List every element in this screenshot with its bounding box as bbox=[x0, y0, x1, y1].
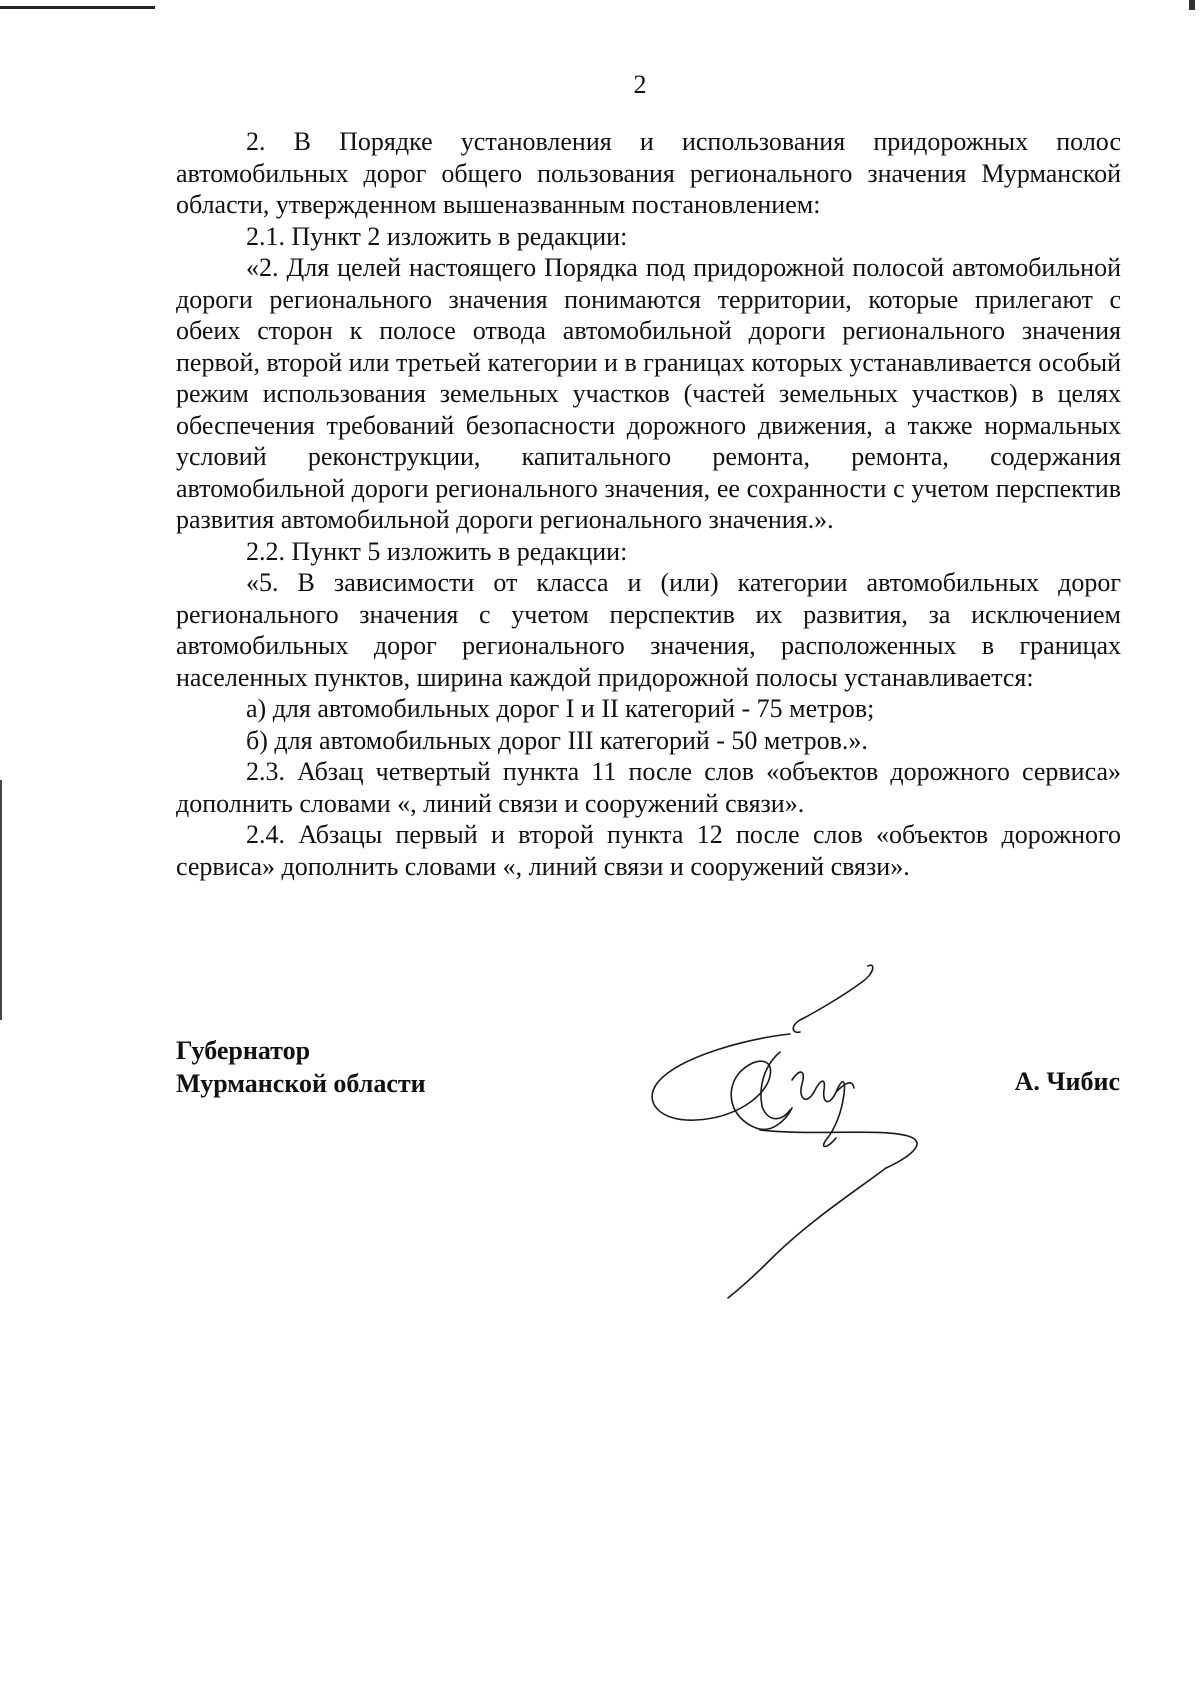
paragraph-2-1: 2.1. Пункт 2 изложить в редакции: bbox=[246, 221, 628, 251]
paragraph-2-2-text: «5. В зависимости от класса и (или) категории автомобильных дорог регионального значения с учетом перспектив их развития, за исключением автомобильных дорог регионального значения, расположенных в границах населенных пунктов, ширина каждой придорожной полосы устанавливается: bbox=[176, 568, 1121, 692]
scan-artifact-corner bbox=[1189, 0, 1195, 10]
paragraph-2-4: 2.4. Абзацы первый и второй пункта 12 после слов «объектов дорожного сервиса» дополнить словами «, линий связи и сооружений связи». bbox=[176, 820, 1121, 881]
document-body bbox=[176, 126, 1121, 882]
signer-title-line-2: Мурманской области bbox=[176, 1069, 426, 1098]
signer-title-line-1: Губернатор bbox=[176, 1036, 311, 1065]
paragraph-2-3: 2.3. Абзац четвертый пункта 11 после слов «объектов дорожного сервиса» дополнить словами «, линий связи и сооружений связи». bbox=[176, 757, 1121, 818]
scan-artifact-left bbox=[0, 780, 2, 1020]
page-number: 2 bbox=[633, 70, 647, 99]
scan-artifact-top bbox=[0, 6, 155, 9]
paragraph-2-2: 2.2. Пункт 5 изложить в редакции: bbox=[246, 536, 628, 566]
paragraph-2: 2. В Порядке установления и использования придорожных полос автомобильных дорог общего пользования регионального значения Мурманской области, утвержденном вышеназванным постановлением: bbox=[176, 127, 1121, 219]
paragraph-2-2-item-b: б) для автомобильных дорог III категорий - 50 метров.». bbox=[246, 725, 868, 755]
signer-title bbox=[176, 1034, 426, 1100]
signer-name: А. Чибис bbox=[1014, 1067, 1120, 1096]
handwritten-signature bbox=[640, 960, 960, 1300]
paragraph-2-2-item-a: а) для автомобильных дорог I и II категорий - 75 метров; bbox=[246, 694, 875, 723]
paragraph-2-1-text: «2. Для целей настоящего Порядка под придорожной полосой автомобильной дороги регионального значения понимаются территории, которые прилегают с обеих сторон к полосе отвода автомобильной дороги регионального значения первой, второй или третьей категории и в границах которых устанавливается особый режим использования земельных участков (частей земельных участков) в целях обеспечения требований безопасности дорожного движения, а также нормальных условий реконструкции, капитального ремонта, ремонта, содержания автомобильной дороги регионального значения, ее сохранности с учетом перспектив развития автомобильной дороги регионального значения.». bbox=[176, 253, 1121, 534]
